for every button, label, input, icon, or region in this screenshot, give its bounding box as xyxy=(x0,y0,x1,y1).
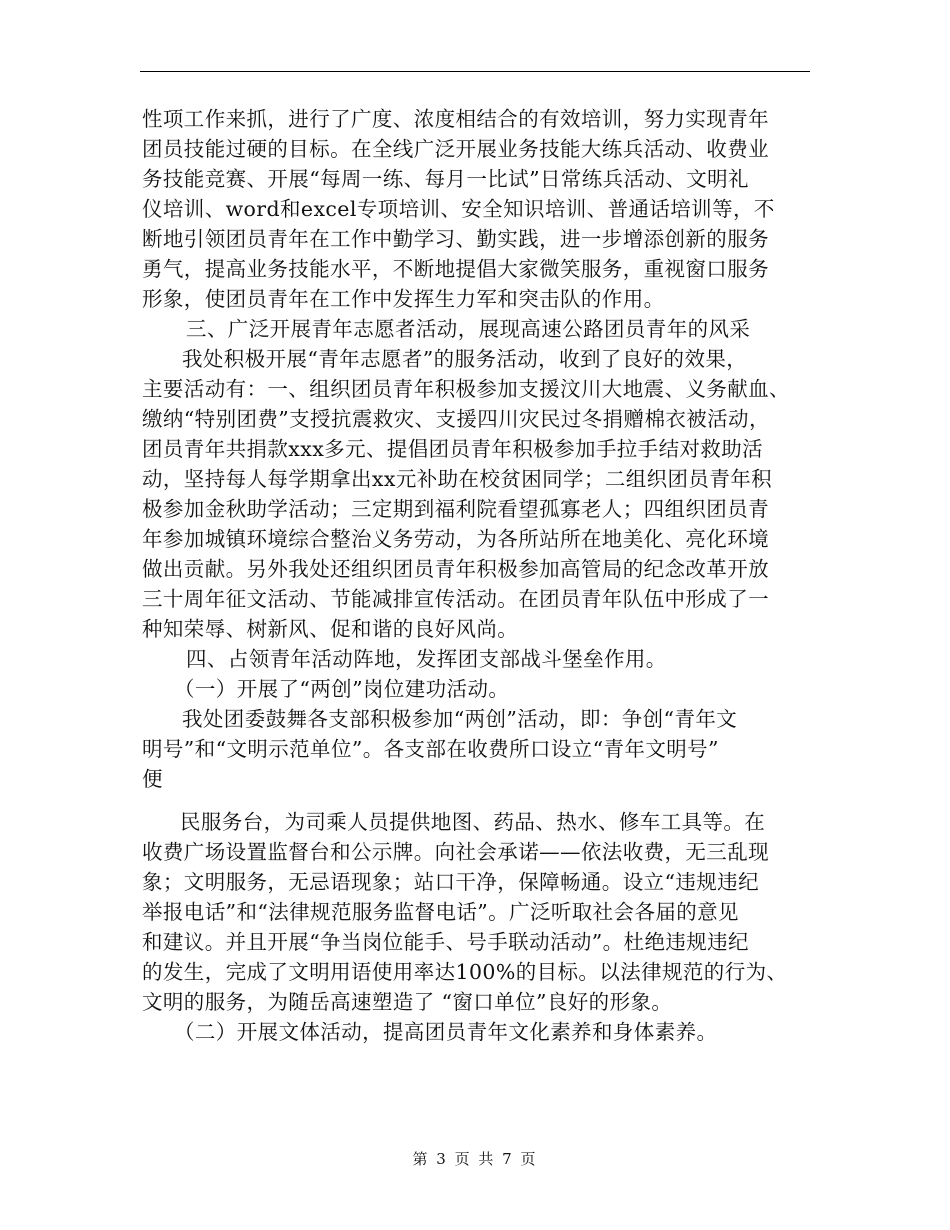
page-footer: 第 3 页 共 7 页 xyxy=(412,1150,538,1168)
text-line: 务技能竞赛、开展“每周一练、每月一比试”日常练兵活动、文明礼 xyxy=(142,167,749,191)
header-rule xyxy=(140,71,810,72)
text-line: 明号”和“文明示范单位”。各支部在收费所口设立“青年文明号” xyxy=(142,737,719,761)
text-line: 年参加城镇环境综合整治义务劳动，为各所站所在地美化、亮化环境 xyxy=(142,527,769,551)
text-line: 主要活动有：一、组织团员青年积极参加支援汶川大地震、义务献血、 xyxy=(142,377,790,401)
text-line: 我处团委鼓舞各支部积极参加“两创”活动，即：争创“青年文 xyxy=(182,707,738,731)
text-line: 动，坚持每人每学期拿出xx元补助在校贫困同学；二组织团员青年积 xyxy=(142,467,773,491)
text-line: 举报电话”和“法律规范服务监督电话”。广泛听取社会各届的意见 xyxy=(142,900,739,924)
text-line: 和建议。并且开展“争当岗位能手、号手联动活动”。杜绝违规违纪 xyxy=(142,930,749,954)
text-line: 勇气，提高业务技能水平，不断地提倡大家微笑服务，重视窗口服务 xyxy=(142,257,769,281)
text-line: 形象，使团员青年在工作中发挥生力军和突击队的作用。 xyxy=(142,287,665,311)
text-line: （二）开展文体活动，提高团员青年文化素养和身体素养。 xyxy=(174,1020,718,1044)
text-line: 民服务台，为司乘人员提供地图、药品、热水、修车工具等。在 xyxy=(180,810,766,834)
text-line: 种知荣辱、树新风、促和谐的良好风尚。 xyxy=(142,617,519,641)
text-line: 性项工作来抓，进行了广度、浓度相结合的有效培训，努力实现青年 xyxy=(142,107,769,131)
text-line: 象；文明服务，无忌语现象；站口干净，保障畅通。设立“违规违纪 xyxy=(142,870,759,894)
text-line: 做出贡献。另外我处还组织团员青年积极参加高管局的纪念改革开放 xyxy=(142,557,769,581)
text-line: 的发生，完成了文明用语使用率达100%的目标。以法律规范的行为、 xyxy=(142,960,788,984)
document-body xyxy=(142,104,810,1047)
text-line: 缴纳“特别团费”支授抗震救灾、支援四川灾民过冬捐赠棉衣被活动， xyxy=(142,407,770,431)
text-line: 收费广场设置监督台和公示牌。向社会承诺——依法收费，无三乱现 xyxy=(142,840,769,864)
text-line: 我处积极开展“青年志愿者”的服务活动，收到了良好的效果， xyxy=(182,347,748,371)
text-line: 仪培训、word和excel专项培训、安全知识培训、普通话培训等，不 xyxy=(142,197,775,221)
text-line: （一）开展了“两创”岗位建功活动。 xyxy=(174,677,510,701)
text-line: 文明的服务，为随岳高速塑造了 “窗口单位”良好的形象。 xyxy=(142,990,673,1014)
text-line: 三、广泛开展青年志愿者活动，展现高速公路团员青年的风采 xyxy=(186,317,751,341)
text-line: 团员技能过硬的目标。在全线广泛开展业务技能大练兵活动、收费业 xyxy=(142,137,769,161)
text-line: 四、占领青年活动阵地，发挥团支部战斗堡垒作用。 xyxy=(186,647,667,671)
text-line: 断地引领团员青年在工作中勤学习、勤实践，进一步增添创新的服务 xyxy=(142,227,769,251)
text-line: 团员青年共捐款xxx多元、提倡团员青年积极参加手拉手结对救助活 xyxy=(142,437,764,461)
text-line: 三十周年征文活动、节能减排宣传活动。在团员青年队伍中形成了一 xyxy=(142,587,769,611)
text-line: 便 xyxy=(142,767,163,791)
text-line: 极参加金秋助学活动；三定期到福利院看望孤寡老人；四组织团员青 xyxy=(142,497,769,521)
